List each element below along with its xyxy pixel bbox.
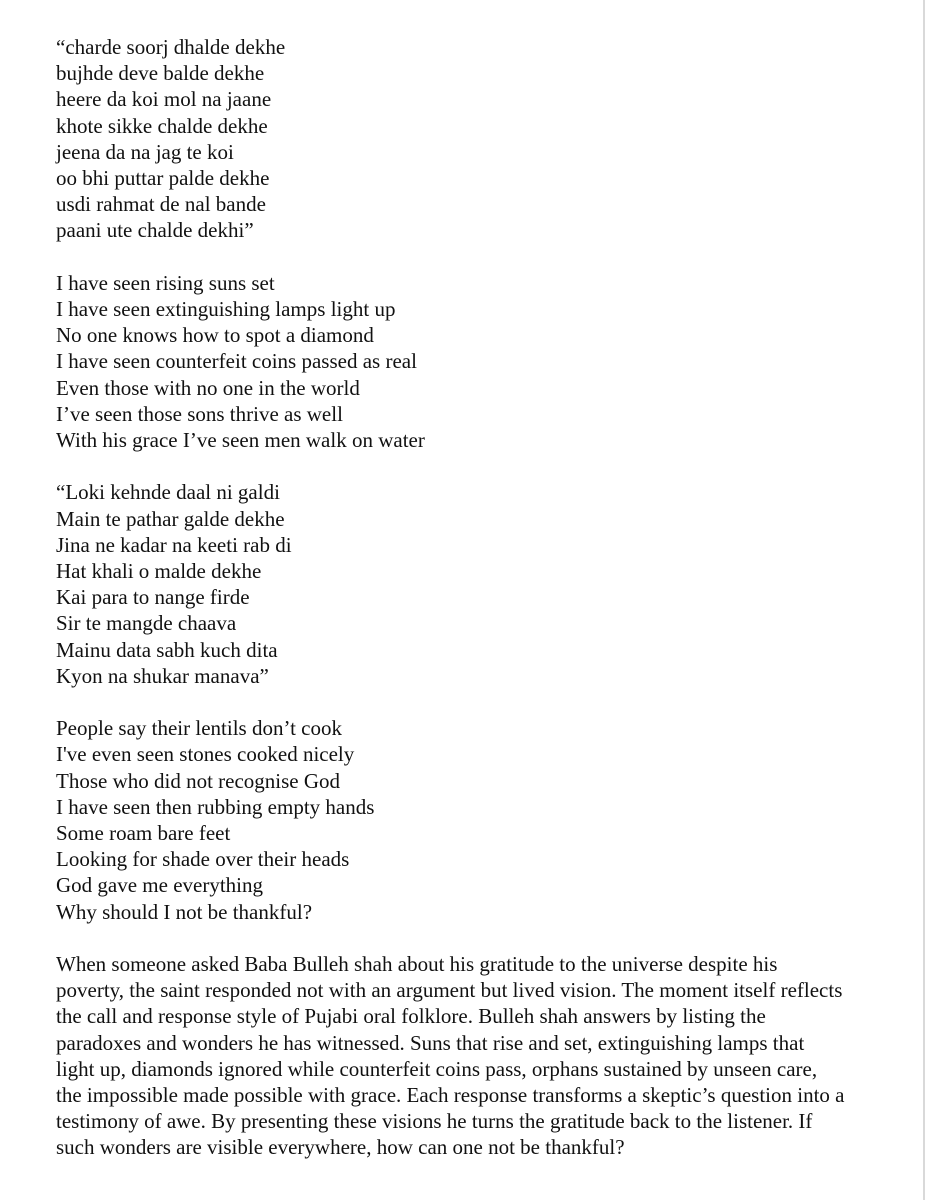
verse-line: Looking for shade over their heads xyxy=(56,847,350,872)
verse-line: Why should I not be thankful? xyxy=(56,899,313,924)
paragraph-line: the impossible made possible with grace. Each response transforms a skeptic’s question into a xyxy=(56,1083,845,1108)
verse-line: paani ute chalde dekhi” xyxy=(56,218,254,243)
verse-line: bujhde deve balde dekhe xyxy=(56,61,265,86)
verse-line: No one knows how to spot a diamond xyxy=(56,323,374,348)
verse-line: I have seen counterfeit coins passed as real xyxy=(56,349,417,374)
punjabi-stanza-1 xyxy=(56,34,896,244)
paragraph-line: the call and response style of Pujabi oral folklore. Bulleh shah answers by listing the xyxy=(56,1004,766,1029)
verse-line: Jina ne kadar na keeti rab di xyxy=(56,532,292,557)
verse-line: I've even seen stones cooked nicely xyxy=(56,742,355,767)
punjabi-stanza-2 xyxy=(56,479,896,689)
verse-line: With his grace I’ve seen men walk on water xyxy=(56,428,425,453)
verse-line: Kyon na shukar manava” xyxy=(56,663,269,688)
verse-line: I have seen then rubbing empty hands xyxy=(56,794,375,819)
paragraph-line: poverty, the saint responded not with an argument but lived vision. The moment itself reflects xyxy=(56,978,843,1003)
paragraph-line: When someone asked Baba Bulleh shah about his gratitude to the universe despite his xyxy=(56,952,778,977)
verse-line: Even those with no one in the world xyxy=(56,375,360,400)
document-body xyxy=(56,34,896,1161)
verse-line: “Loki kehnde daal ni galdi xyxy=(56,480,280,505)
verse-line: God gave me everything xyxy=(56,873,264,898)
english-translation-stanza-1 xyxy=(56,270,896,453)
verse-line: Sir te mangde chaava xyxy=(56,611,237,636)
verse-line: usdi rahmat de nal bande xyxy=(56,192,266,217)
verse-line: Some roam bare feet xyxy=(56,821,231,846)
verse-line: jeena da na jag te koi xyxy=(56,139,234,164)
verse-line: heere da koi mol na jaane xyxy=(56,87,272,112)
verse-line: oo bhi puttar palde dekhe xyxy=(56,166,270,191)
verse-line: Those who did not recognise God xyxy=(56,768,341,793)
verse-line: Mainu data sabh kuch dita xyxy=(56,637,278,662)
verse-line: I have seen rising suns set xyxy=(56,270,275,295)
commentary-paragraph xyxy=(56,951,896,1161)
paragraph-line: testimony of awe. By presenting these visions he turns the gratitude back to the listener. If xyxy=(56,1109,813,1134)
verse-line: Hat khali o malde dekhe xyxy=(56,559,262,584)
english-translation-stanza-2 xyxy=(56,715,896,925)
paragraph-line: paradoxes and wonders he has witnessed. Suns that rise and set, extinguishing lamps that xyxy=(56,1030,805,1055)
verse-line: Kai para to nange firde xyxy=(56,585,250,610)
verse-line: I’ve seen those sons thrive as well xyxy=(56,401,343,426)
paragraph-line: such wonders are visible everywhere, how can one not be thankful? xyxy=(56,1135,625,1160)
verse-line: People say their lentils don’t cook xyxy=(56,716,342,741)
verse-line: khote sikke chalde dekhe xyxy=(56,113,268,138)
paragraph-line: light up, diamonds ignored while counterfeit coins pass, orphans sustained by unseen care, xyxy=(56,1056,818,1081)
verse-line: “charde soorj dhalde dekhe xyxy=(56,35,286,59)
verse-line: I have seen extinguishing lamps light up xyxy=(56,297,396,322)
verse-line: Main te pathar galde dekhe xyxy=(56,506,285,531)
